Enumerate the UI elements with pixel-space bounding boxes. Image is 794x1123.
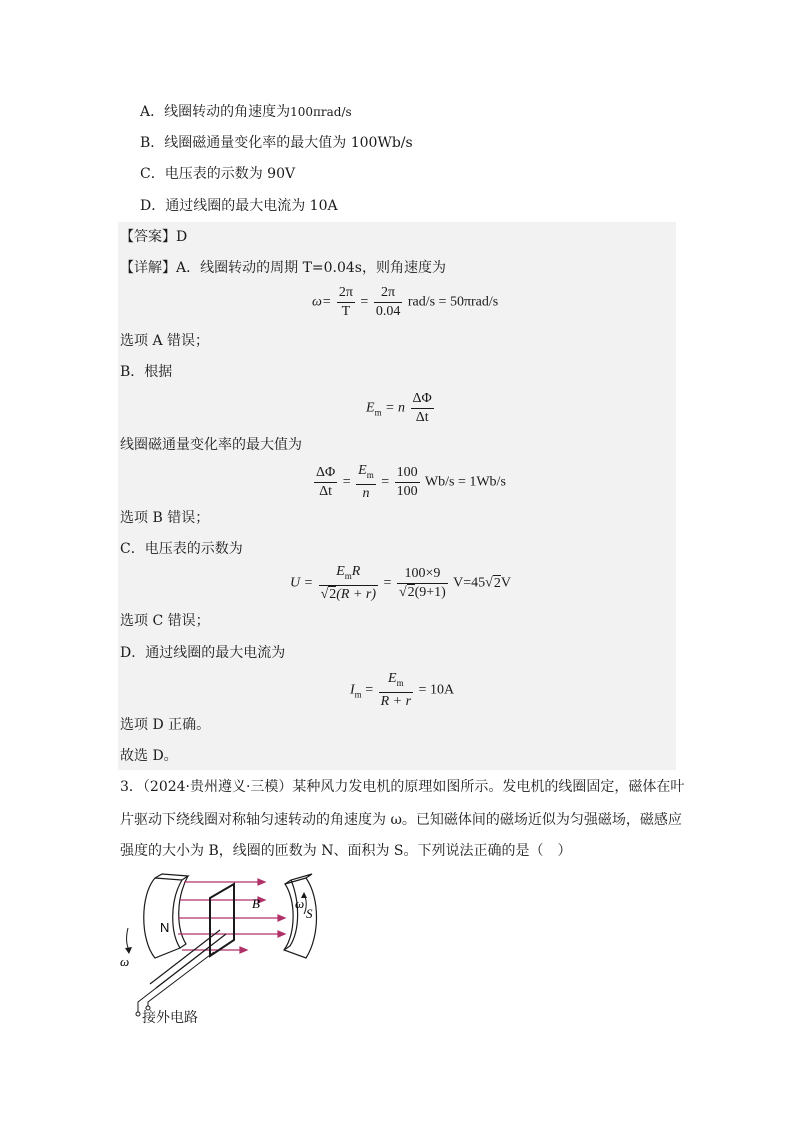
d-right: 选项 D 正确。 bbox=[120, 717, 211, 733]
eq4-f2-num: 100×9 bbox=[397, 565, 448, 584]
detail-prefix: 【详解】A．线圈转动的周期 bbox=[120, 260, 303, 276]
label-omega-right: ω bbox=[295, 896, 305, 911]
eq5-lhs: I bbox=[350, 682, 355, 698]
detail-period: T=0.04s，则角速度为 bbox=[302, 260, 446, 276]
eq3-frac1 bbox=[314, 464, 337, 501]
eq1-f1-den: T bbox=[341, 304, 351, 319]
equation-voltage: U = $\frac{E_mR}{√2(R + r)}$ = $\frac{100\times 9}{√2(9+1)}$ V=45√2V bbox=[290, 564, 511, 602]
equation-omega bbox=[312, 284, 498, 321]
a-wrong: 选项 A 错误； bbox=[120, 333, 210, 349]
eq3-f3-den: 100 bbox=[396, 483, 418, 499]
detail-line bbox=[120, 258, 446, 278]
eq2-den: Δt bbox=[415, 410, 429, 425]
eq5-den bbox=[379, 693, 413, 711]
label-n: N bbox=[160, 920, 170, 935]
option-a-text: A．线圈转动的角速度为 bbox=[140, 104, 291, 120]
eq5-lhs-sub: m bbox=[354, 689, 362, 700]
eq4-f1-den-tail: (R + r) bbox=[336, 586, 377, 602]
answer-line: 【答案】D bbox=[120, 229, 188, 245]
label-s: S bbox=[306, 906, 313, 921]
question3-line3: 强度的大小为 B，线圈的匝数为 N、面积为 S。下列说法正确的是（ ） bbox=[120, 843, 572, 859]
eq3-eq: = bbox=[342, 474, 351, 490]
equation-em bbox=[366, 390, 436, 427]
eq4-rhs-unit: V bbox=[500, 575, 511, 591]
eq4-f1-num bbox=[319, 563, 378, 586]
eq4-f2-den-tail: (9+1) bbox=[414, 584, 446, 600]
eq4-f1-num-r: R bbox=[351, 564, 361, 579]
eq2-num: ΔΦ bbox=[411, 390, 434, 409]
eq3-frac2 bbox=[356, 462, 376, 503]
option-a-value: 100πrad/s bbox=[290, 105, 352, 119]
eq4-f1-num-sub: m bbox=[344, 570, 352, 581]
eq2-eq: = n bbox=[381, 400, 406, 416]
conclusion: 故选 D。 bbox=[120, 748, 178, 764]
question3-line1: 3．（2024·贵州遵义·三模）某种风力发电机的原理如图所示。发电机的线圈固定，磁体在叶 bbox=[120, 779, 685, 795]
eq3-f2-num bbox=[356, 462, 376, 485]
eq4-rhs: V=45 bbox=[453, 575, 486, 591]
eq1-f2-den: 0.04 bbox=[375, 304, 401, 319]
b-intro: B．根据 bbox=[120, 364, 173, 380]
eq4-f2-den-root: 2 bbox=[407, 584, 415, 600]
eq4-f1-num-e: E bbox=[336, 564, 345, 579]
eq1-lhs: ω= bbox=[312, 294, 332, 310]
eq1-eq: = bbox=[360, 294, 369, 310]
label-b: B bbox=[252, 896, 260, 911]
d-intro: D．通过线圈的最大电流为 bbox=[120, 645, 286, 661]
eq5-num bbox=[379, 670, 413, 693]
coil bbox=[210, 884, 234, 956]
eq4-rhs-root: 2 bbox=[493, 575, 501, 591]
option-b: B．线圈磁通量变化率的最大值为 100Wb/s bbox=[140, 135, 413, 151]
eq1-rhs: rad/s = 50πrad/s bbox=[407, 294, 499, 310]
eq3-f2-den-n: n bbox=[362, 485, 370, 501]
eq4-f2-den: √2(9+1) bbox=[398, 584, 446, 600]
option-a bbox=[140, 102, 352, 122]
omega-arrow-left bbox=[127, 928, 129, 950]
eq2-lhs: E bbox=[366, 400, 375, 416]
eq3-f3-num: 100 bbox=[395, 464, 420, 483]
eq3-f2-den bbox=[356, 485, 376, 503]
eq2-frac bbox=[411, 390, 434, 427]
eq4-lhs: U = bbox=[290, 575, 317, 591]
label-omega-left: ω bbox=[120, 954, 130, 969]
c-intro: C．电压表的示数为 bbox=[120, 541, 243, 557]
eq5-den-text: R + r bbox=[380, 693, 412, 709]
eq3-f1-den: Δt bbox=[319, 483, 333, 499]
eq3-f2-num-sub: m bbox=[366, 469, 374, 480]
option-c: C．电压表的示数为 90V bbox=[140, 166, 296, 182]
equation-flux-rate bbox=[312, 462, 506, 503]
wind-generator-figure bbox=[110, 870, 350, 1030]
eq4-f1-den-root: 2 bbox=[329, 586, 337, 602]
eq5-eq: = bbox=[361, 682, 377, 698]
eq3-f1-num: ΔΦ bbox=[314, 464, 337, 483]
question3-line2: 片驱动下绕线圈对称轴匀速转动的角速度为 ω。已知磁体间的磁场近似为匀强磁场，磁感应 bbox=[120, 812, 682, 828]
eq5-num-e: E bbox=[388, 671, 397, 686]
eq3-eq2: = bbox=[381, 474, 390, 490]
eq4-frac1 bbox=[319, 563, 378, 604]
b-wrong: 选项 B 错误； bbox=[120, 510, 210, 526]
eq5-frac bbox=[379, 670, 413, 711]
option-d: D．通过线圈的最大电流为 10A bbox=[140, 198, 338, 214]
eq2-lhs-sub: m bbox=[374, 407, 382, 418]
eq4-f1-den: √2(R + r) bbox=[320, 586, 377, 602]
eq1-frac2 bbox=[374, 284, 403, 321]
eq5-num-sub: m bbox=[396, 677, 404, 688]
eq3-rhs: Wb/s = 1Wb/s bbox=[424, 474, 506, 490]
eq4-eq: = bbox=[383, 575, 392, 591]
equation-current bbox=[350, 670, 454, 711]
eq1-f2-num: 2π bbox=[374, 284, 403, 303]
eq3-frac3 bbox=[395, 464, 420, 501]
eq1-frac1 bbox=[337, 284, 355, 321]
c-wrong: 选项 C 错误； bbox=[120, 613, 210, 629]
magnet-n bbox=[144, 878, 182, 958]
figure-caption: 接外电路 bbox=[142, 1010, 198, 1026]
eq3-f2-num-e: E bbox=[358, 463, 367, 478]
b-text: 线圈磁通量变化率的最大值为 bbox=[120, 437, 302, 453]
eq5-rhs: = 10A bbox=[418, 682, 455, 698]
eq1-f1-num: 2π bbox=[337, 284, 355, 303]
eq4-frac2 bbox=[397, 565, 448, 602]
